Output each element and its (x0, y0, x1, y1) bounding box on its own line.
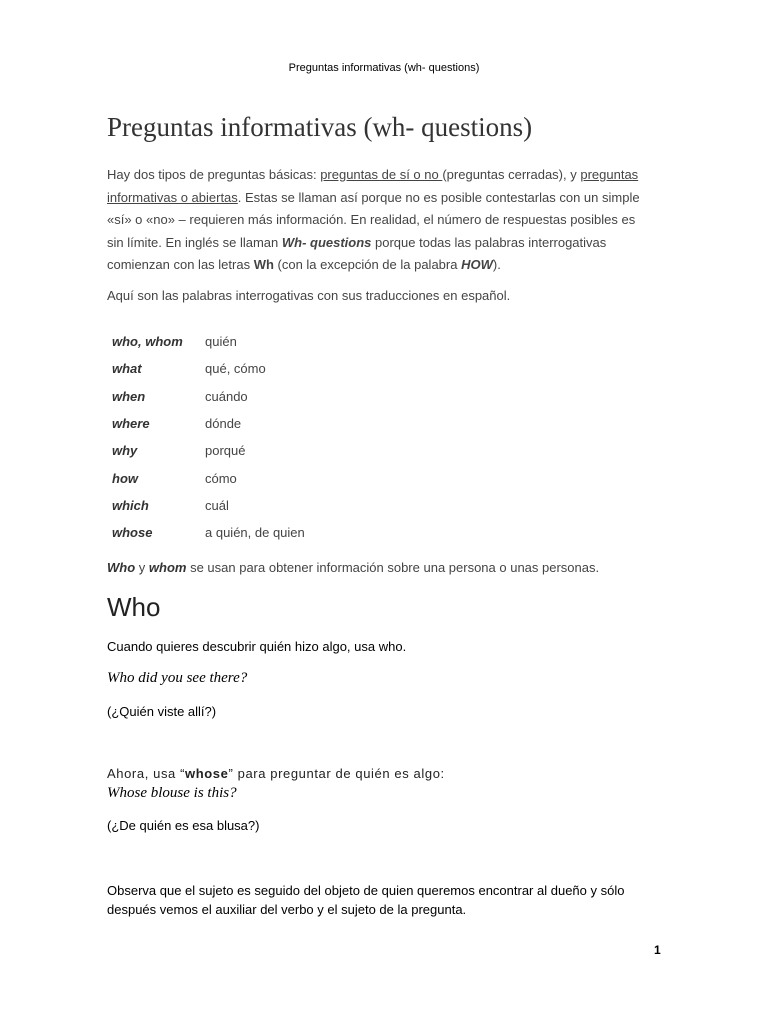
example-translation-1: (¿Quién viste allí?) (107, 704, 217, 719)
who-explanation: Cuando quieres descubrir quién hizo algo, usa who. (107, 639, 407, 654)
word-spanish: cuándo (205, 388, 248, 404)
intro-paragraph (107, 164, 655, 277)
example-translation-2: (¿De quién es esa blusa?) (107, 818, 260, 833)
intro-text-5: (con la excepción de la palabra (273, 257, 462, 272)
whose-explanation (107, 766, 445, 781)
page-header: Preguntas informativas (wh- questions) (288, 62, 480, 74)
intro-text-4: porque todas las palabras interrogativas comienzan con las letras (107, 234, 607, 272)
word-english: whose (112, 525, 153, 541)
table-row (106, 492, 311, 519)
table-row (106, 437, 311, 464)
usage-word-whom: whom (148, 560, 187, 575)
word-spanish: a quién, de quien (205, 525, 305, 541)
table-row (106, 383, 311, 410)
intro-bold-wh-questions: Wh- questions (281, 234, 372, 250)
word-english: who, whom (112, 334, 183, 350)
intro-paragraph-2: Aquí son las palabras interrogativas con sus traducciones en español. (107, 288, 511, 303)
table-row (106, 519, 311, 546)
word-spanish: quién (205, 334, 237, 350)
word-spanish: porqué (205, 443, 246, 459)
table-row (106, 328, 311, 355)
usage-text-1: y (135, 560, 149, 575)
table-row (106, 410, 311, 437)
who-whom-usage (107, 560, 599, 575)
intro-text-2: (preguntas cerradas), y (442, 167, 581, 182)
question-words-table (106, 328, 311, 546)
word-spanish: cómo (205, 470, 237, 486)
word-english: what (112, 361, 142, 377)
whose-text-after: ” para preguntar de quién es algo: (228, 766, 445, 781)
word-english: where (112, 416, 150, 432)
word-english: which (112, 497, 149, 513)
whose-text-before: Ahora, usa “ (107, 766, 186, 781)
intro-bold-wh: Wh (253, 257, 274, 272)
whose-bold: whose (185, 766, 229, 781)
link-informative-questions[interactable]: preguntas informativas o abiertas (107, 167, 639, 205)
word-english: how (112, 470, 138, 486)
word-spanish: qué, cómo (205, 361, 266, 377)
intro-text-3: . Estas se llaman así porque no es posible contestarlas con un simple «sí» o «no» – requieren más información. En realidad, el número de respuestas posibles es sin límite. En inglés se llaman (107, 189, 640, 250)
intro-bold-how: HOW (461, 257, 493, 272)
document-title: Preguntas informativas (wh- questions) (107, 112, 533, 142)
intro-text-1: Hay dos tipos de preguntas básicas: (107, 167, 321, 182)
example-sentence-1: Who did you see there? (107, 670, 248, 686)
page-number: 1 (654, 943, 661, 957)
intro-text-6: ). (492, 257, 501, 272)
word-spanish: cuál (205, 497, 229, 513)
section-heading-who: Who (107, 592, 161, 622)
link-yes-no-questions[interactable]: preguntas de sí o no (320, 167, 443, 182)
word-english: why (112, 443, 138, 459)
table-row (106, 355, 311, 382)
usage-text-2: se usan para obtener información sobre una persona o unas personas. (186, 560, 600, 575)
word-english: when (112, 388, 146, 404)
table-row (106, 464, 311, 491)
word-order-note: Observa que el sujeto es seguido del objeto de quien queremos encontrar al dueño y sólo después vemos el auxiliar del verbo y el sujeto de la pregunta. (107, 883, 625, 917)
usage-word-who: Who (107, 560, 136, 575)
word-spanish: dónde (205, 416, 242, 432)
example-sentence-2: Whose blouse is this? (107, 785, 237, 801)
